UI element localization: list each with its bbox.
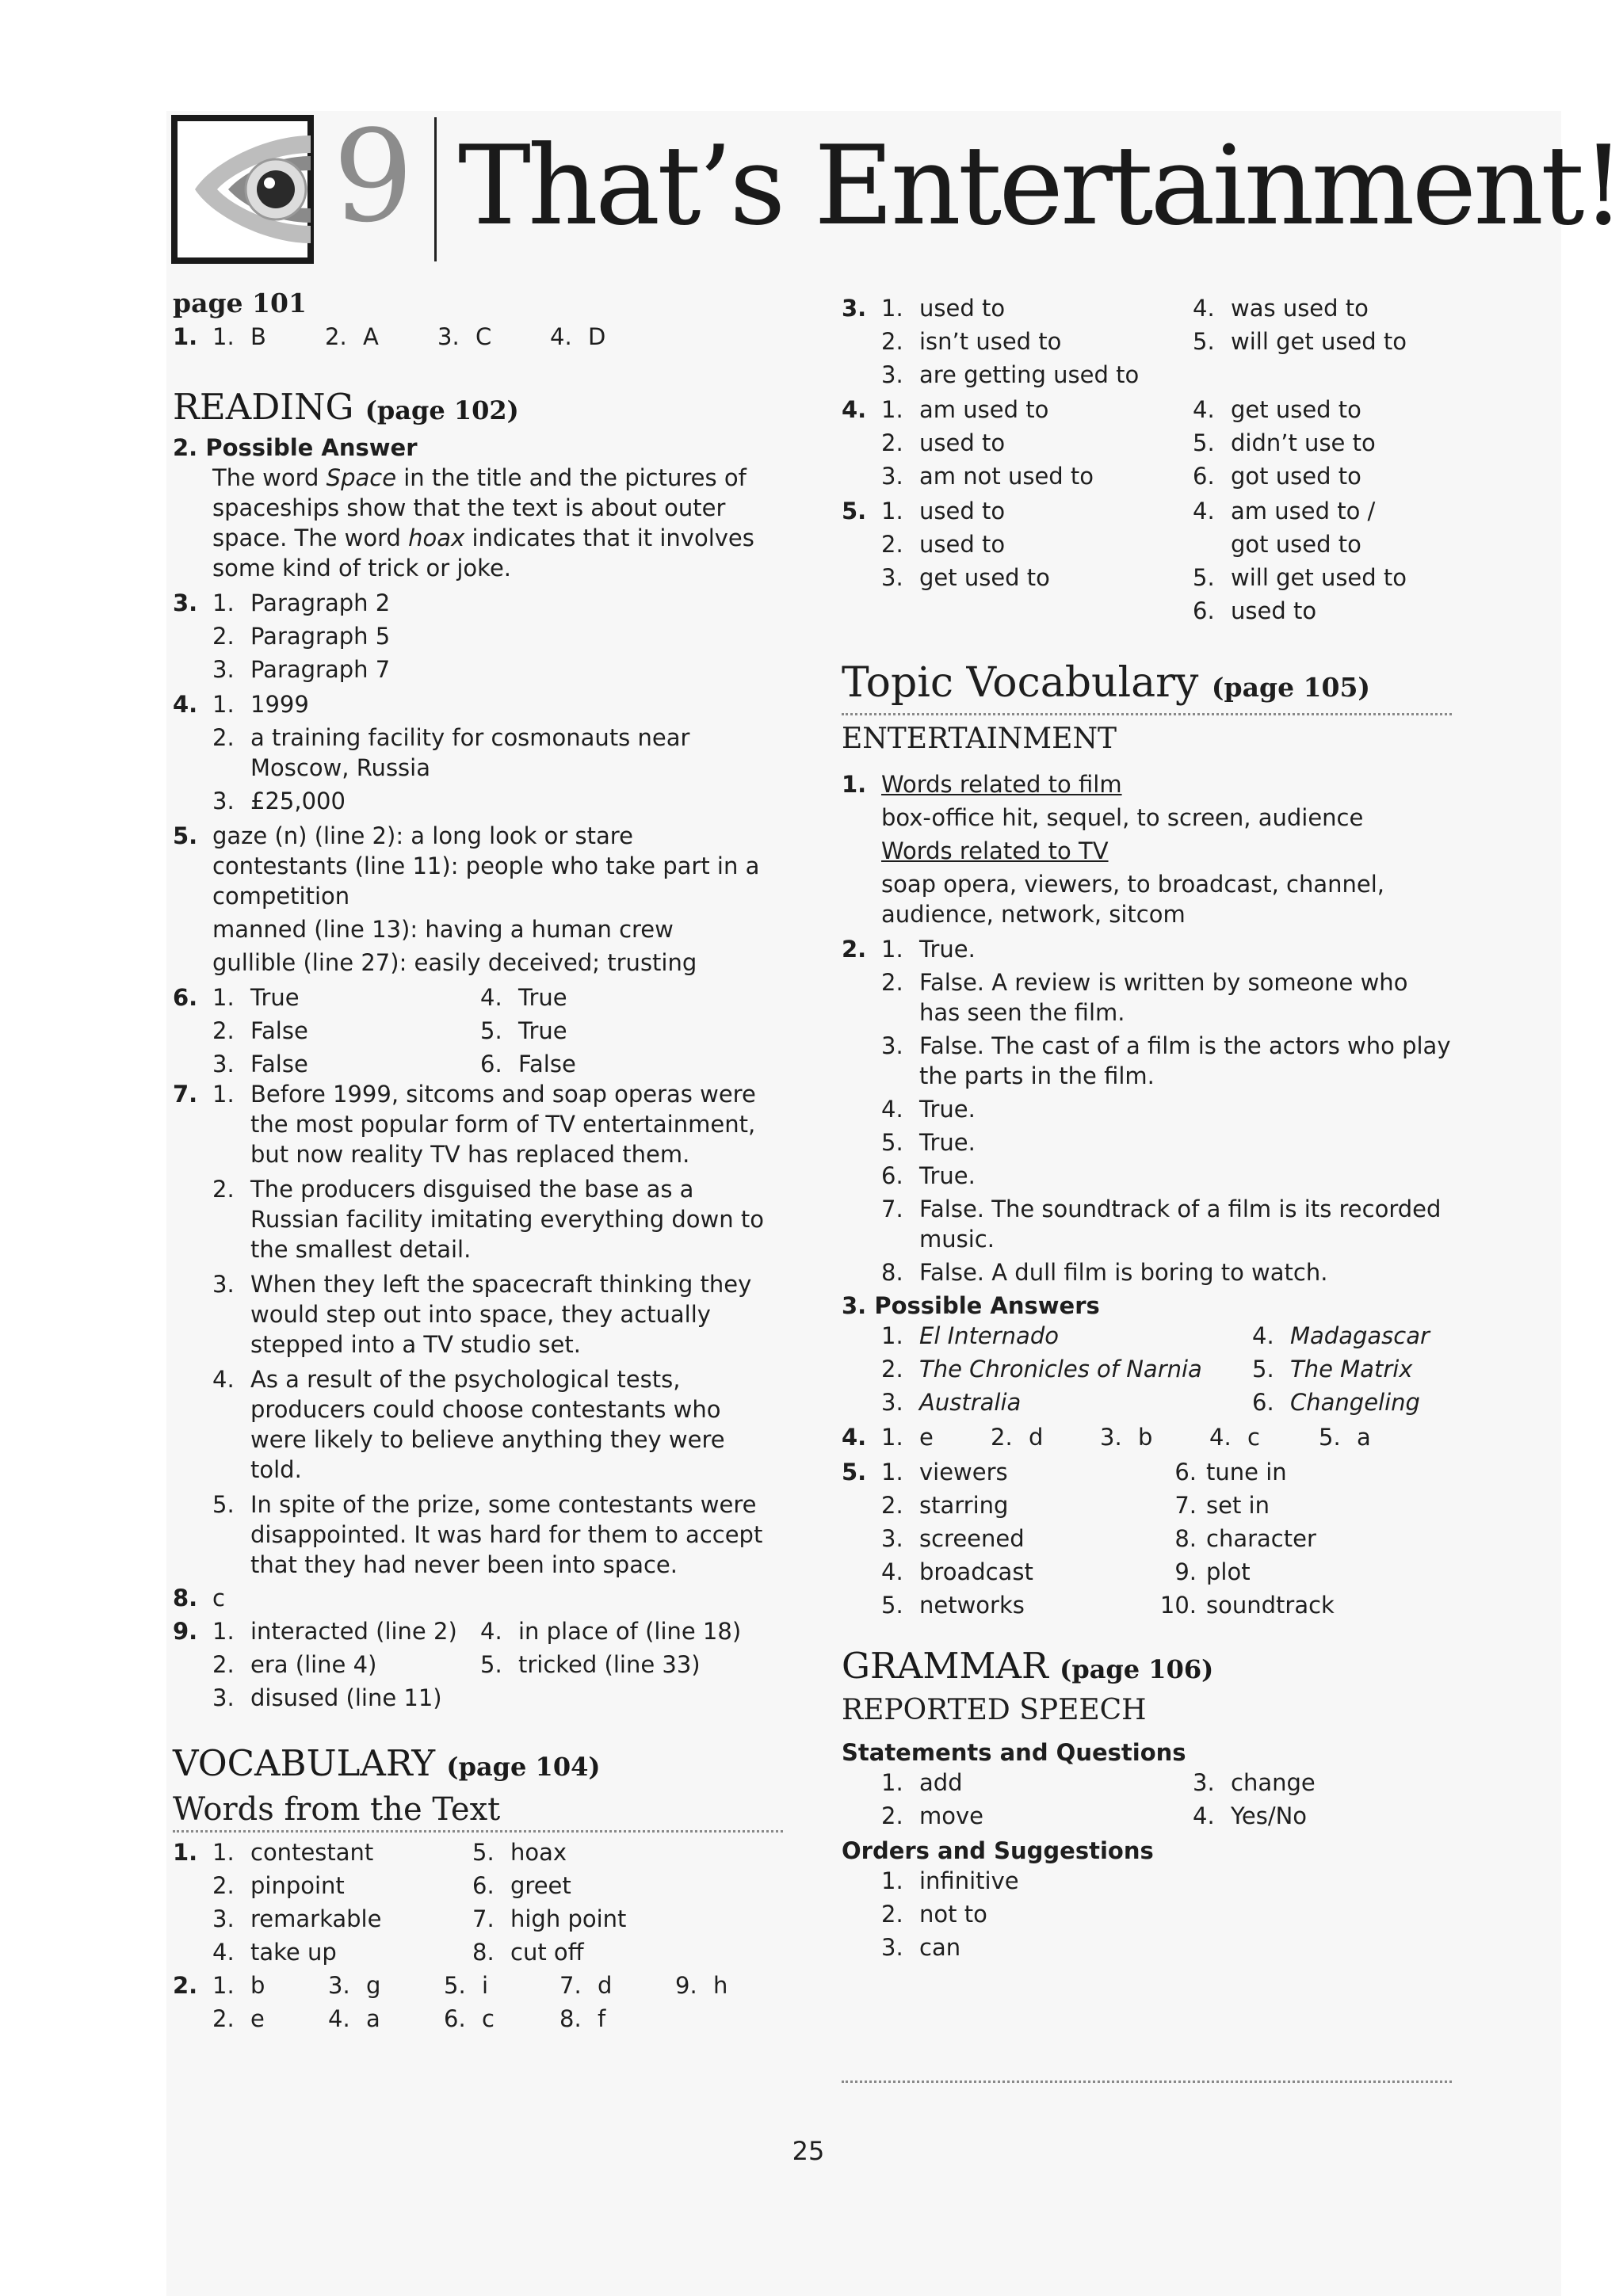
bottom-dotted-rule [842,2081,1452,2083]
right-column [842,293,1452,1962]
topic-vocabulary-heading: Topic Vocabulary (page 105) [842,658,1452,715]
chapter-number: 9 [333,102,414,250]
reading-q5: 5. gaze (n) (line 2): a long look or stare contestants (line 11): people who take part in a competition manned (line 13): having a human crew gullible (line 27): easily deceived; trusting [173,822,760,976]
used-to-q3: 3. 1. used to 4. was used to 2. isn’t used to 5. will get used to 3. are getting used to [842,295,1407,388]
vocabulary-q2: 2. 1. b 3. g 5. i 7. d 9. h 2. e 4. a 6. c 8. f [173,1972,728,2032]
reading-q7: 7. 1. Before 1999, sitcoms and soap operas were the most popular form of TV entertainment, but now reality TV has replaced them. 2. The producers disguised the base as a Russian facility imitating everything down to the smallest detail. 3. When they left the spacecraft thinking they would step out into space, they actually stepped into a TV studio set. 4. As a result of the psychological tests, producers could choose contestants who were likely to believe anything they were told. 5. In spite of the prize, some contestants were disappointed. It was hard for them to accept that they had never been into space. [173,1081,764,1578]
reading-q8: 8. c [173,1585,225,1611]
reading-heading: READING (page 102) [173,386,519,428]
orders-suggestions-label: Orders and Suggestions [842,1837,1154,1864]
topic-q3: 3. Possible Answers 1. El Internado 4. Madagascar 2. The Chronicles of Narnia 5. The Matrix 3. Australia 6. Changeling [842,1292,1430,1416]
page101-q1: 1. 1. B 2. A 3. C 4. D [173,323,606,350]
reported-speech-subheading: REPORTED SPEECH [842,1694,1147,1726]
statements-questions-label: Statements and Questions [842,1739,1186,1766]
statements-questions-answers: 1. add 3. change 2. move 4. Yes/No [881,1769,1316,1829]
title-divider [434,117,437,261]
reading-q2-answer: The word Space in the title and the pictures of spaceships show that the text is about outer space. The word hoax indicates that it involves some kind of trick or joke. [212,464,754,582]
topic-q2: 2. 1. True. 2. False. A review is written by someone who has seen the film. 3. False. The cast of a film is the actors who play the parts in the film. 4. True. 5. True. 6. True. 7. False. The soundtrack of a film is its recorded music. 8. False. A dull film is boring to watch. [842,936,1451,1286]
reading-q9: 9. 1. interacted (line 2) 4. in place of (line 18) 2. era (line 4) 5. tricked (line 33) 3. disused (line 11) [173,1618,742,1711]
eye-logo-icon [171,115,314,264]
reading-q2: 2. Possible Answer The word Space in the title and the pictures of spaceships show that the text is about outer space. The word hoax indicates that it involves some kind of trick or joke. [173,433,783,583]
grammar-heading: GRAMMAR (page 106) [842,1645,1214,1687]
topic-q5: 5. 1. viewers 6. tune in 2. starring 7. set in 3. screened 8. character 4. broadcast 9. plot 5. networks 10. soundtrack [842,1459,1335,1619]
used-to-q4: 4. 1. am used to 4. get used to 2. used to 5. didn’t use to 3. am not used to 6. got used to [842,396,1376,490]
page-number: 25 [792,2136,825,2166]
vocabulary-q1: 1. 1. contestant 5. hoax 2. pinpoint 6. greet 3. remarkable 7. high point 4. take up 8. cut off [173,1839,627,1966]
words-from-text-heading: Words from the Text [173,1789,783,1833]
reading-q6: 6. 1. True 4. True 2. False 5. True 3. False 6. False [173,984,576,1077]
entertainment-subheading: ENTERTAINMENT [842,723,1117,755]
vocabulary-heading: VOCABULARY (page 104) [173,1742,601,1784]
page-101-heading: page 101 [173,288,307,318]
topic-q1: 1. Words related to film box-office hit, sequel, to screen, audience Words related to TV soap opera, viewers, to broadcast, channel, audience, network, sitcom [842,771,1385,928]
chapter-title: That’s Entertainment! [458,122,1622,250]
used-to-q5: 5. 1. used to 4. am used to / 2. used to got used to 3. get used to 5. will get used to 6. used to [842,498,1407,624]
reading-q4: 4. 1. 1999 2. a training facility for cosmonauts near Moscow, Russia 3. £25,000 [173,691,690,814]
orders-suggestions-answers: 1. infinitive 2. not to 3. can [881,1867,1019,1961]
left-column [173,287,783,2034]
reading-q3: 3. 1. Paragraph 2 2. Paragraph 5 3. Paragraph 7 [173,589,391,683]
topic-q4: 4. 1. e 2. d 3. b 4. c 5. a [842,1424,1371,1451]
